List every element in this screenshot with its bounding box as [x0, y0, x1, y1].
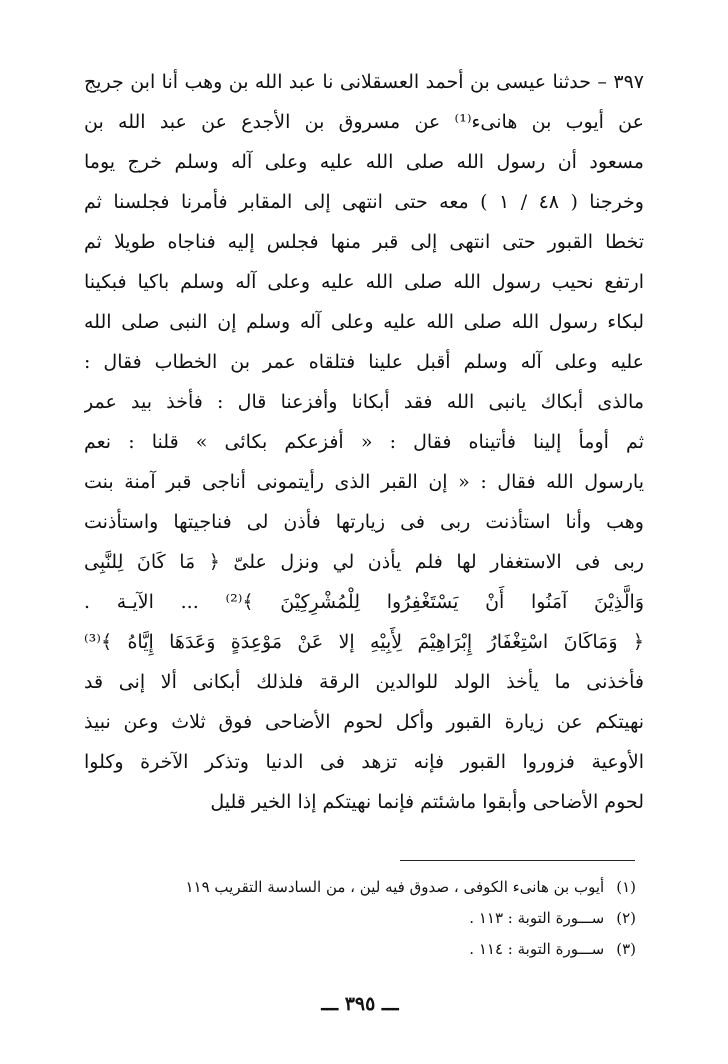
- page-number: ـــ ٣٩٥ ـــ: [321, 993, 399, 1015]
- text-line: ﴿ وَمَاكَانَ اسْتِغْفَارُ إِبْرَاهِيْمَ لِأَبِيْهِ إلا عَنْ مَوْعِدَةٍ وَعَدَهَا إِيَّاهُ ﴾⁽³⁾: [84, 631, 644, 653]
- text-line: لبكاء رسول الله صلى الله عليه وعلى آله وسلم إن النبى صلى الله: [84, 311, 644, 333]
- text-line: تخطا القبور حتى انتهى إلى قبر منها فجلس إليه فناجاه طويلا ثم: [84, 231, 644, 253]
- text-line: ثم أومأ إلينا فأتيناه فقال : « أفزعكم بكائى » قلنا : نعم: [84, 431, 644, 453]
- text-line: مالذى أبكاك يانبى الله فقد أبكانا وأفزعنا قال : فأخذ بيد عمر: [84, 391, 644, 413]
- text-line: ربى فى الاستغفار لها فلم يأذن لي ونزل علىّ ﴿ مَا كَانَ لِلنَّبِى: [84, 551, 644, 573]
- footnote-text: ســـورة التوبة : ١١٣ .: [469, 909, 605, 927]
- footnote-separator: [400, 860, 635, 861]
- footnote: [160, 934, 636, 965]
- footnote-text: أيوب بن هانىء الكوفى ، صدوق فيه لين ، من السادسة التقريب ١١٩: [185, 878, 605, 896]
- footnote-text: ســـورة التوبة : ١١٤ .: [469, 940, 605, 958]
- text-line: عن أيوب بن هانىء⁽¹⁾ عن مسروق بن الأجدع عن عبد الله بن: [84, 111, 644, 133]
- text-line: لحوم الأضاحى وأبقوا ماشئتم فإنما نهيتكم إذا الخير قليل: [210, 791, 644, 813]
- text-line: ٣٩٧ – حدثنا عيسى بن أحمد العسقلانى نا عبد الله بن وهب أنا ابن جريج: [84, 71, 644, 93]
- text-line: عليه وعلى آله وسلم أقبل علينا فتلقاه عمر بن الخطاب فقال :: [84, 351, 644, 373]
- text-line: وَالَّذِيْنَ آمَنُوا أَنْ يَسْتَغْفِرُوا لِلْمُشْرِكِيْنَ ﴾⁽²⁾ ... الآيـة .: [84, 591, 644, 613]
- text-line: وهب وأنا استأذنت ربى فى زيارتها فأذن لى فناجيتها واستأذنت: [84, 511, 644, 533]
- footnote: [160, 872, 636, 903]
- footnote: [160, 903, 636, 934]
- text-line: فأخذنى ما يأخذ الولد للوالدين الرقة فلذلك أبكانى ألا إنى قد: [84, 671, 644, 693]
- text-line: يارسول الله فقال : « إن القبر الذى رأيتمونى أناجى قبر آمنة بنت: [84, 471, 644, 493]
- text-line: وخرجنا ( ٤٨ / ١ ) معه حتى انتهى إلى المقابر فأمرنا فجلسنا ثم: [84, 191, 644, 213]
- footnote-number: (٢): [616, 909, 636, 927]
- footnote-number: (٣): [616, 940, 636, 958]
- footnote-number: (١): [616, 878, 636, 896]
- text-line: نهيتكم عن زيارة القبور وأكل لحوم الأضاحى فوق ثلاث وعن نبيذ: [84, 711, 644, 733]
- text-line: ارتفع نحيب رسول الله صلى الله عليه وعلى آله وسلم باكيا فبكينا: [84, 271, 644, 293]
- text-line: الأوعية فزوروا القبور فإنه تزهد فى الدنيا وتذكر الآخرة وكلوا: [84, 751, 644, 773]
- hadith-text: [84, 62, 644, 822]
- footnotes: [160, 872, 636, 965]
- text-line: مسعود أن رسول الله صلى الله عليه وعلى آله وسلم خرج يوما: [84, 151, 644, 173]
